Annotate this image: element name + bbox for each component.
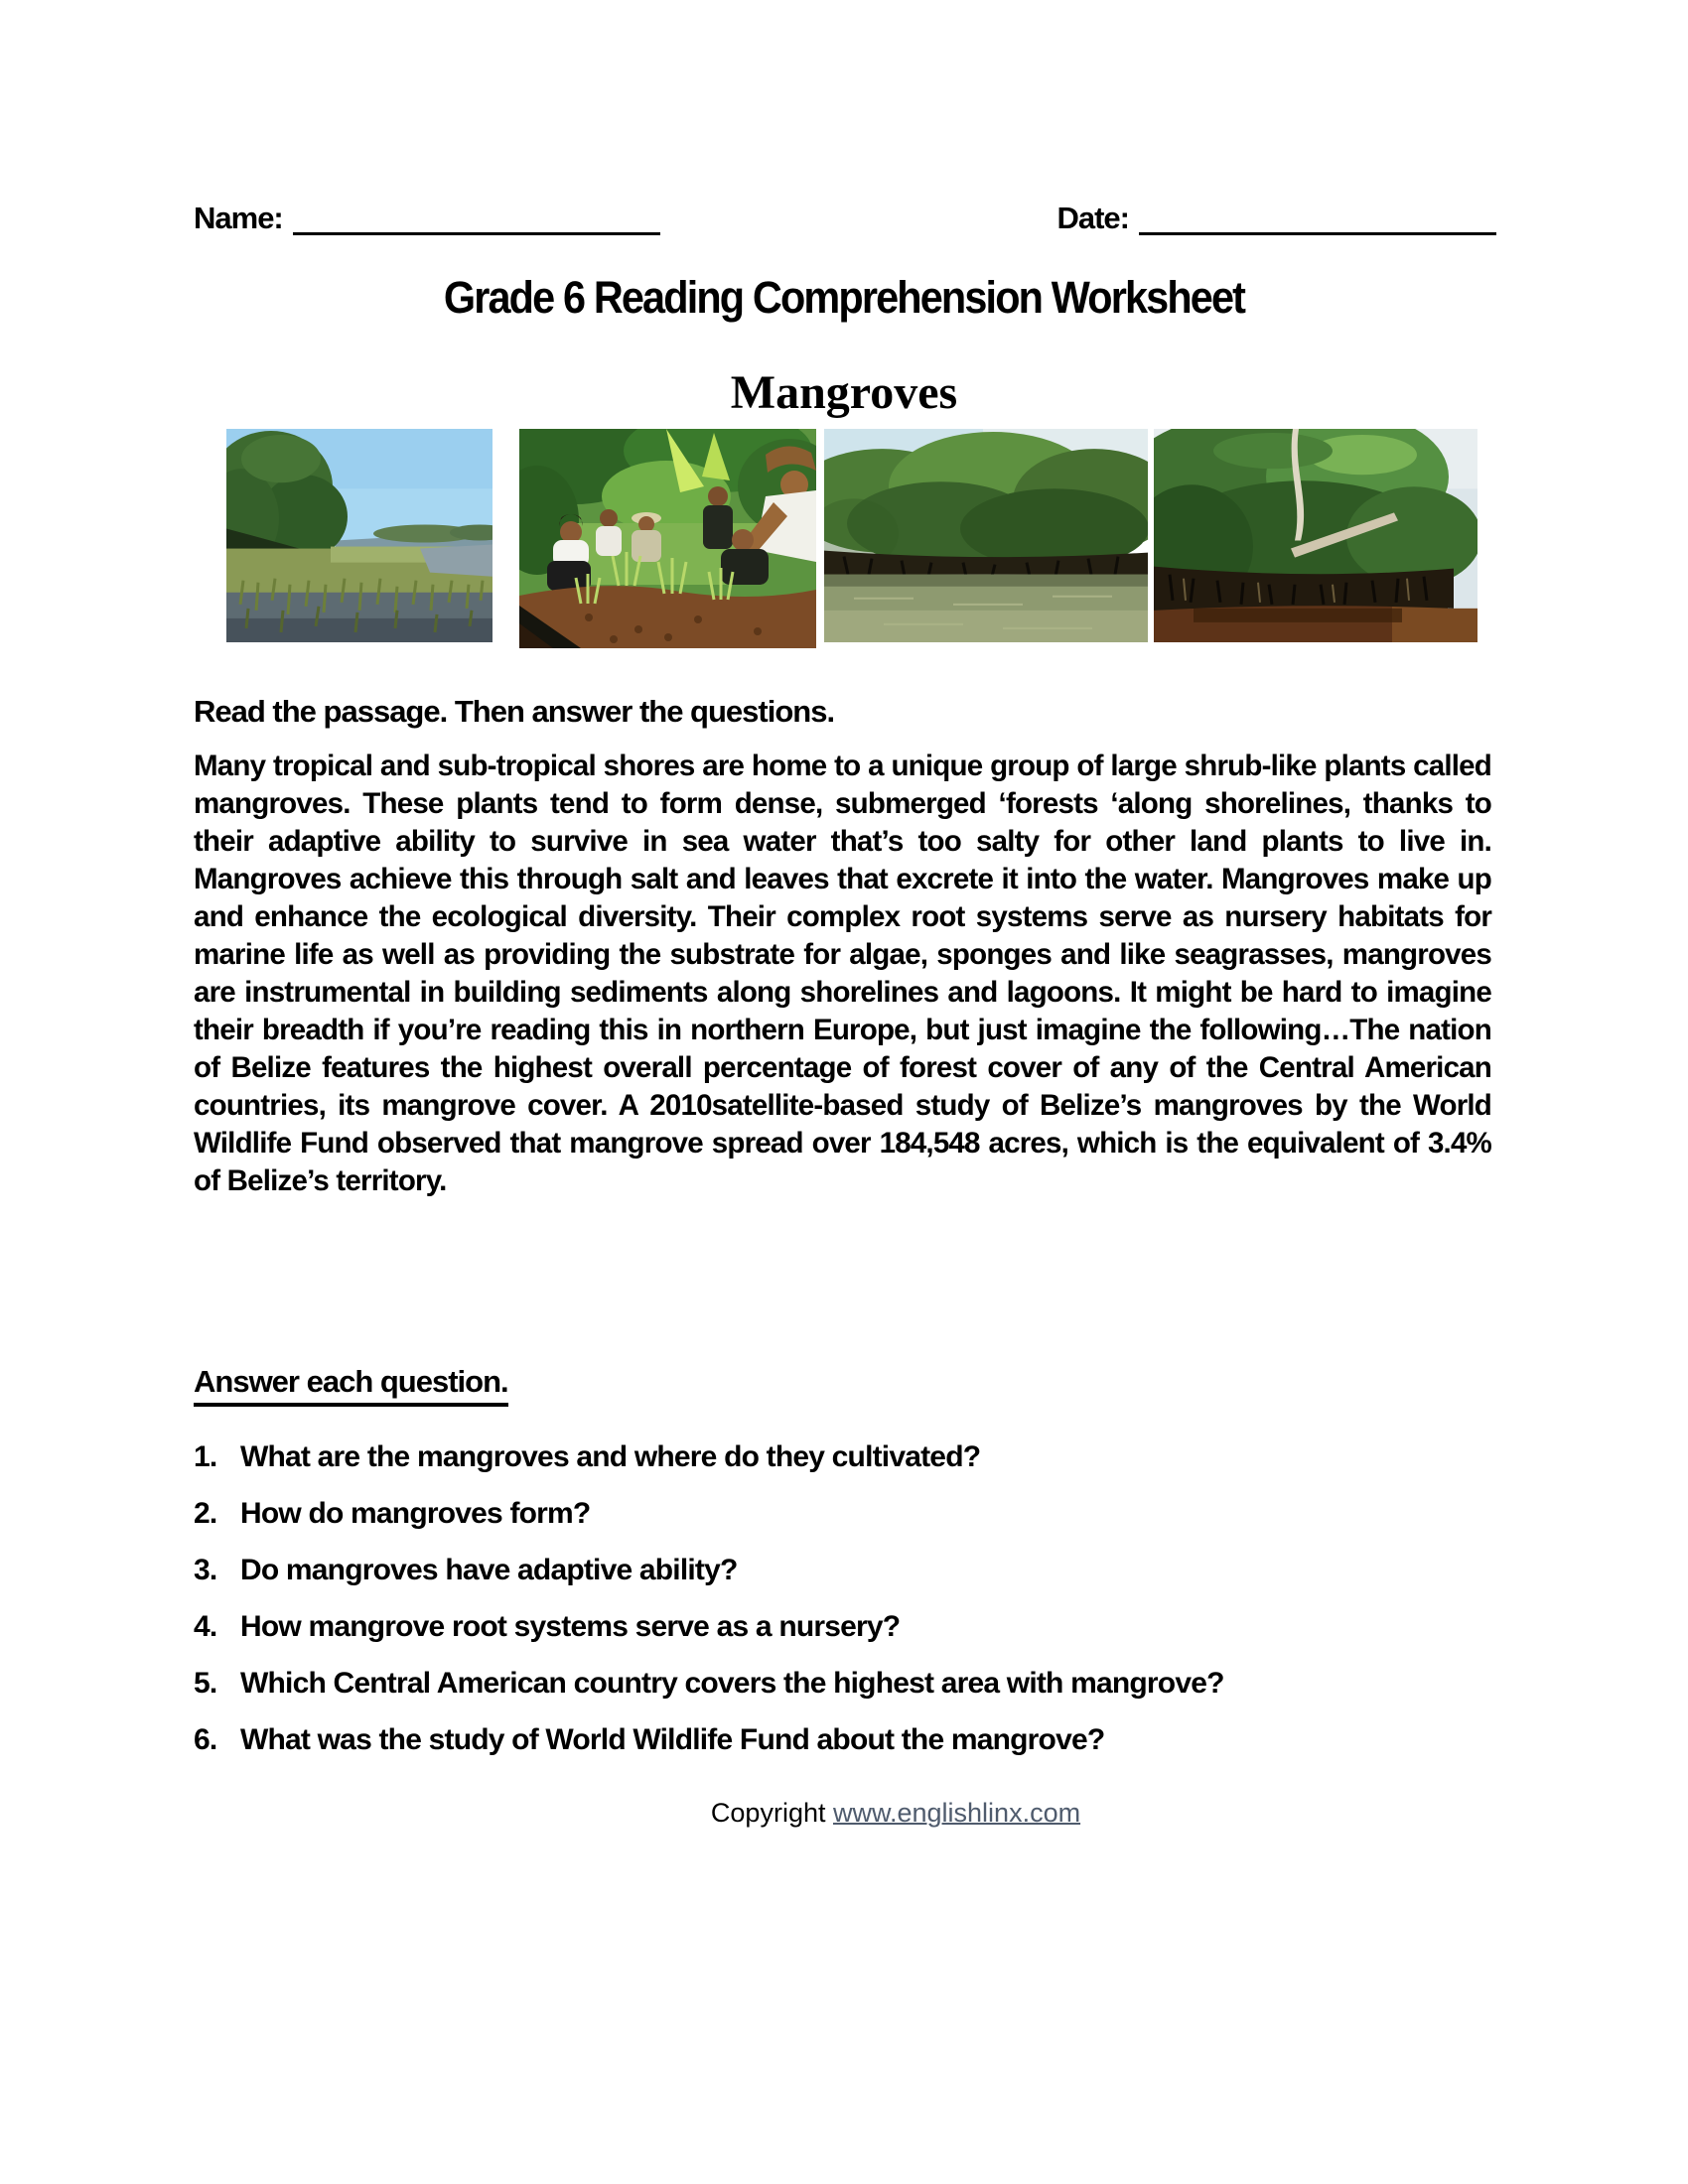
question-number: 1. bbox=[194, 1440, 217, 1473]
question-item-3 bbox=[194, 1554, 1496, 1586]
date-field bbox=[1056, 202, 1496, 235]
date-blank-line bbox=[1139, 204, 1496, 235]
question-list bbox=[194, 1440, 1496, 1780]
photo-mangrove-forest-waterline bbox=[824, 429, 1148, 642]
photo-mangrove-roots-river bbox=[1154, 429, 1477, 642]
passage-text: Many tropical and sub-tropical shores are home to a unique group of large shrub-like plants called mangroves. These plants tend to form dense, submerged ‘forests ‘along shorelines, thanks to their adaptive ability to survive in sea water that’s too salty for other land plants to live in. Mangroves achieve this through salt and leaves that excrete it into the water. Mangroves make up and enhance the ecological diversity. Their complex root systems serve as nursery habitats for marine life as well as providing the substrate for algae, sponges and like seagrasses, mangroves are instrumental in building sediments along shorelines and lagoons. It might be hard to imagine their breadth if you’re reading this in northern Europe, but just imagine the following…The nation of Belize features the highest overall percentage of forest cover of any of the Central American countries, its mangrove cover. A 2010satellite-based study of Belize’s mangroves by the World Wildlife Fund observed that mangrove spread over 184,548 acres, which is the equivalent of 3.4% of Belize’s territory. bbox=[194, 750, 1491, 1197]
question-item-2 bbox=[194, 1497, 1496, 1530]
photo-mangrove-seedlings-shoreline-art bbox=[226, 429, 492, 642]
worksheet-title: Grade 6 Reading Comprehension Worksheet bbox=[443, 272, 1245, 323]
copyright-label: Copyright bbox=[710, 1798, 833, 1828]
question-number: 4. bbox=[194, 1610, 217, 1643]
question-text: How do mangroves form? bbox=[240, 1497, 591, 1530]
name-field bbox=[194, 202, 660, 235]
question-text: How mangrove root systems serve as a nursery? bbox=[240, 1610, 901, 1643]
question-number: 5. bbox=[194, 1667, 217, 1700]
question-item-6 bbox=[194, 1723, 1496, 1756]
question-item-5 bbox=[194, 1667, 1496, 1700]
answer-questions-heading-text: Answer each question. bbox=[194, 1364, 508, 1407]
photo-people-planting-mangroves bbox=[519, 429, 816, 648]
photo-mangrove-roots-river-art bbox=[1154, 429, 1477, 642]
passage-title: Mangroves bbox=[730, 366, 958, 419]
photo-mangrove-seedlings-shoreline bbox=[226, 429, 492, 642]
question-number: 2. bbox=[194, 1497, 217, 1530]
photo-mangrove-forest-waterline-art bbox=[824, 429, 1148, 642]
question-item-4 bbox=[194, 1610, 1496, 1643]
date-label: Date: bbox=[1056, 201, 1129, 235]
header bbox=[194, 202, 1496, 235]
englishlinx-link[interactable]: www.englishlinx.com bbox=[832, 1798, 1081, 1828]
question-text: Do mangroves have adaptive ability? bbox=[240, 1554, 738, 1586]
read-passage-instruction: Read the passage. Then answer the questions. bbox=[194, 694, 835, 729]
question-text: What was the study of World Wildlife Fund about the mangrove? bbox=[240, 1723, 1105, 1756]
photo-people-planting-mangroves-art bbox=[519, 429, 816, 648]
question-text: Which Central American country covers the highest area with mangrove? bbox=[240, 1667, 1224, 1700]
answer-questions-heading bbox=[194, 1364, 508, 1407]
question-item-1 bbox=[194, 1440, 1496, 1473]
name-blank-line bbox=[293, 204, 660, 235]
question-number: 6. bbox=[194, 1723, 217, 1756]
question-text: What are the mangroves and where do they cultivated? bbox=[240, 1440, 981, 1473]
name-label: Name: bbox=[194, 201, 283, 235]
question-number: 3. bbox=[194, 1554, 217, 1586]
footer bbox=[52, 1798, 1688, 1829]
